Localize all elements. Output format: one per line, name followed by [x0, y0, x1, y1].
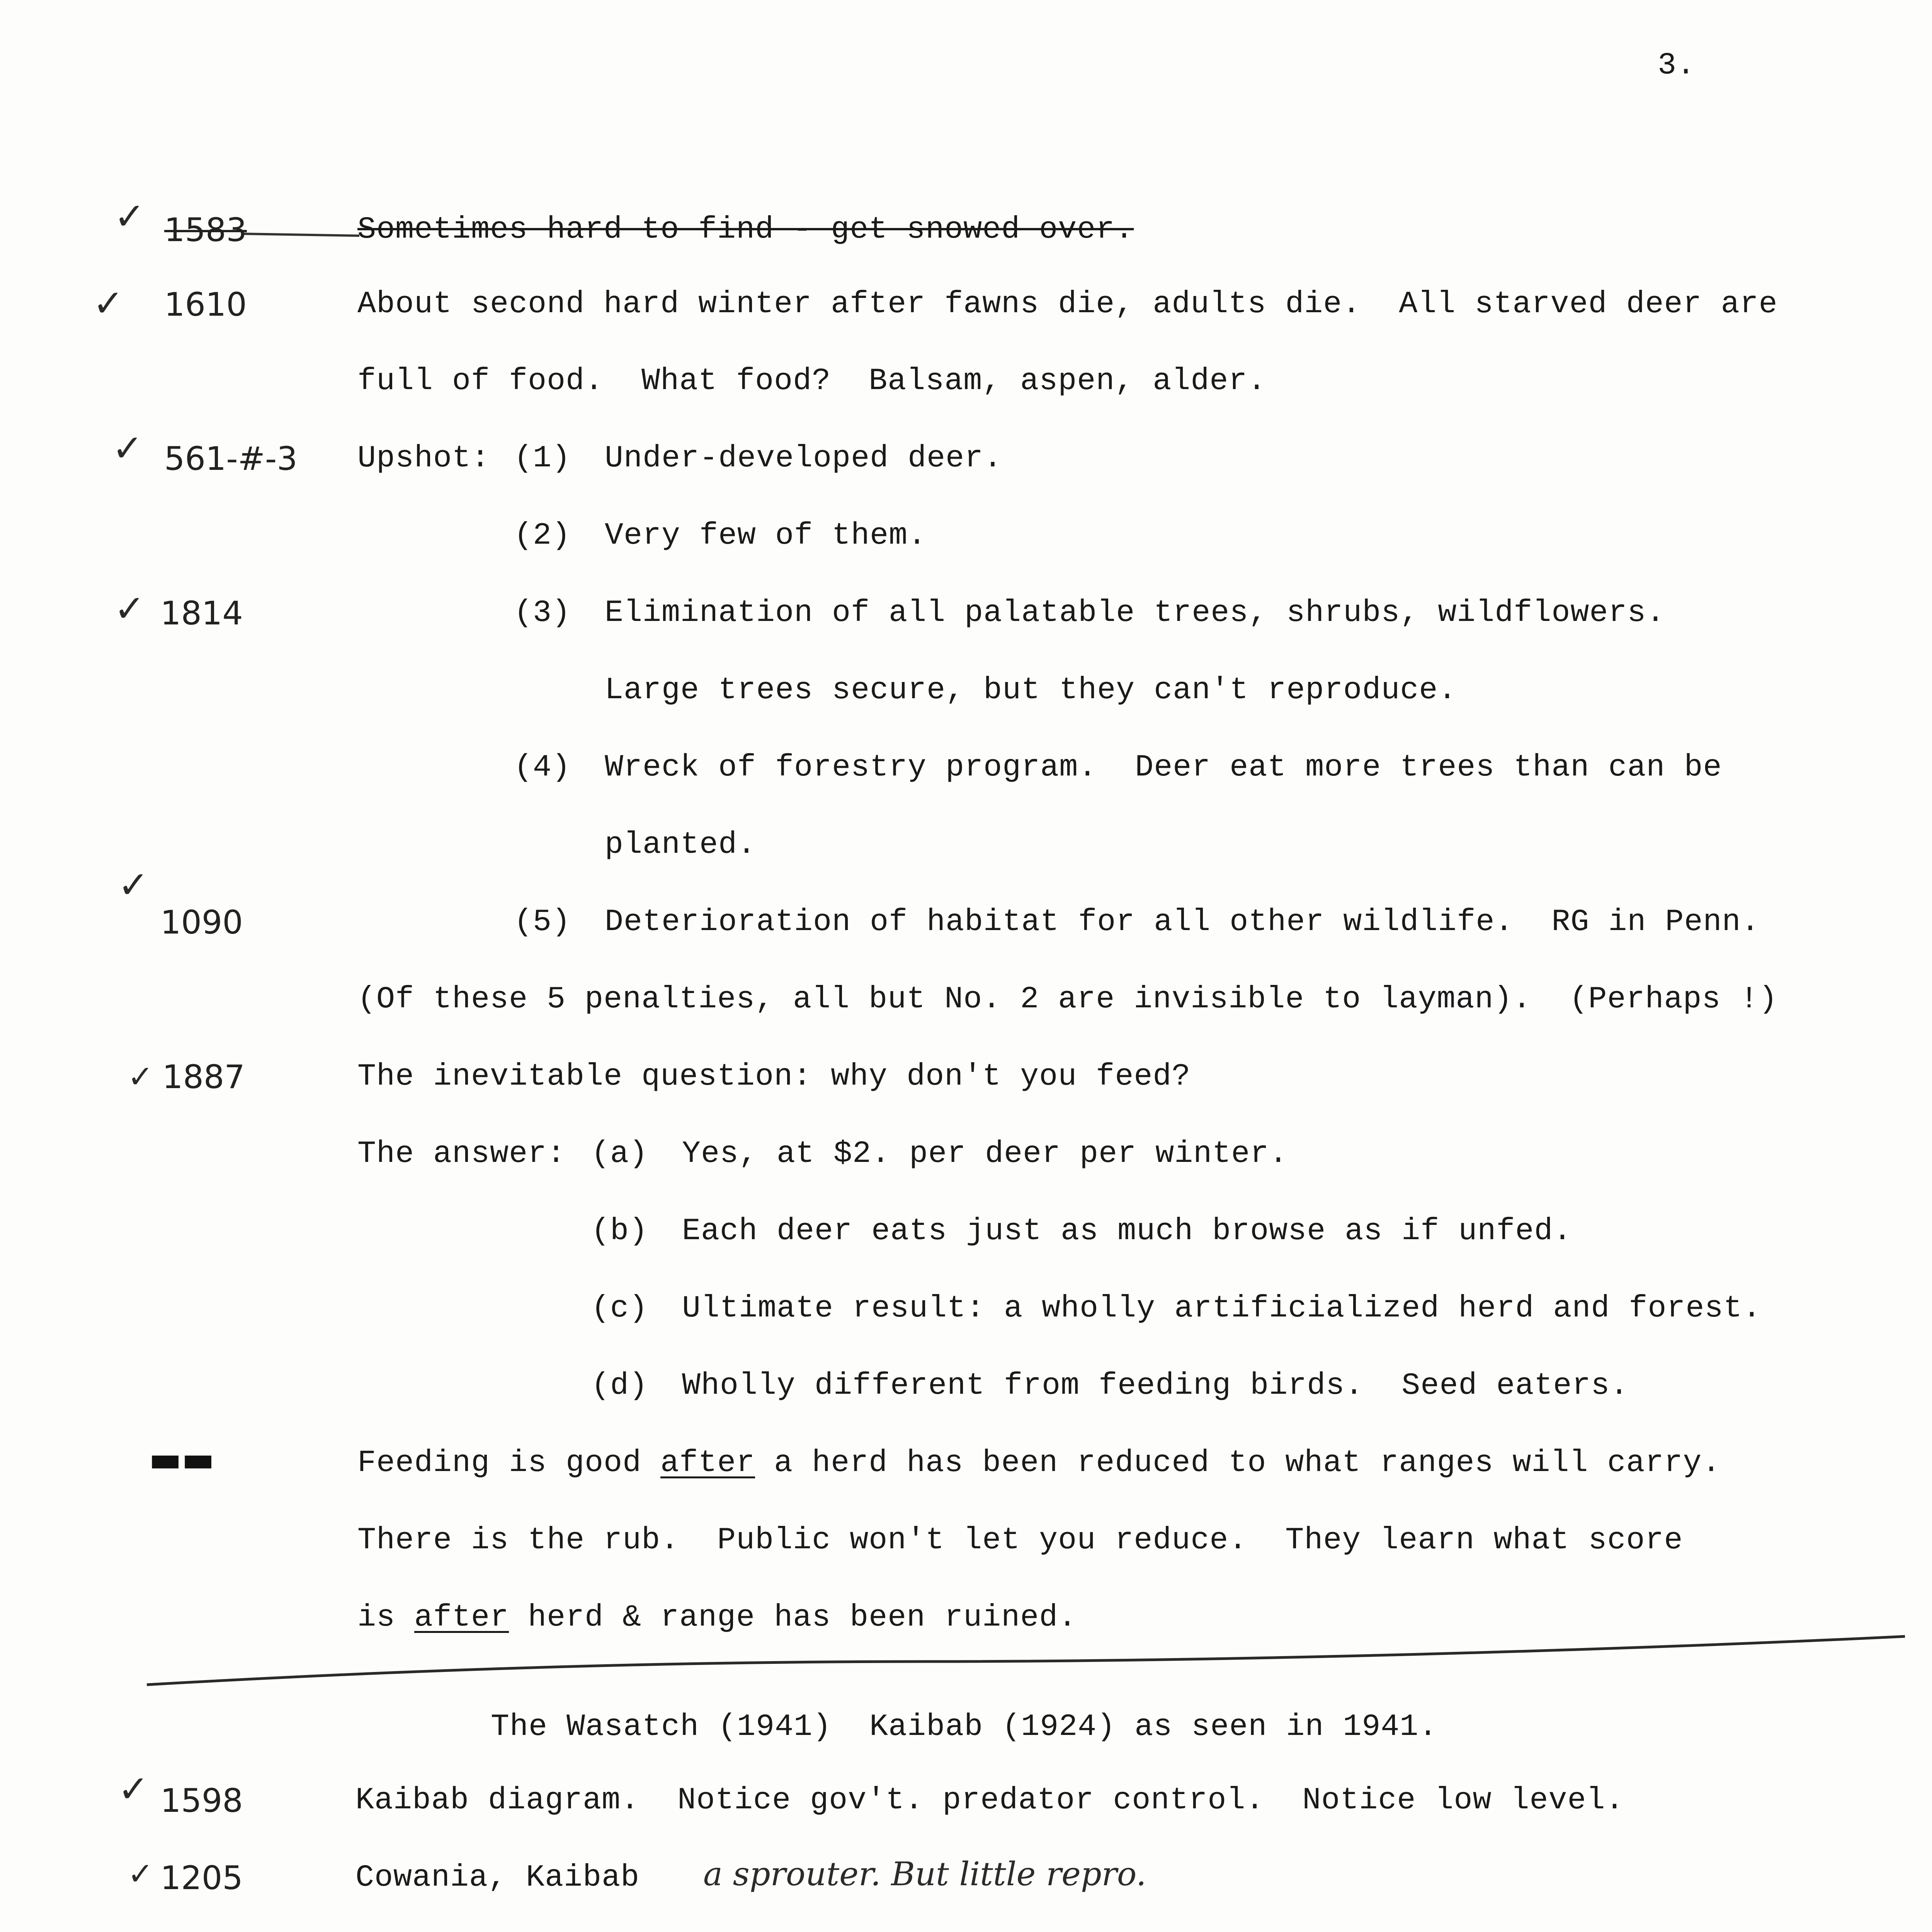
- slide-number: 561-#-3: [164, 440, 298, 478]
- text-line: Feeding is good after a herd has been reduced to what ranges will carry.: [357, 1446, 1721, 1481]
- text-line: Sometimes hard to find - get snowed over.: [357, 212, 1134, 247]
- text-line: Large trees secure, but they can't reproduce.: [605, 673, 1457, 708]
- text-line: Each deer eats just as much browse as if unfed.: [682, 1214, 1572, 1249]
- text-line: Very few of them.: [605, 518, 927, 553]
- text-line: Wreck of forestry program. Deer eat more trees than can be: [605, 750, 1722, 785]
- check-mark-icon: ✓: [118, 1767, 149, 1811]
- label: Upshot:: [357, 441, 490, 476]
- text-line: Elimination of all palatable trees, shrubs, wildflowers.: [605, 595, 1665, 631]
- text-line: Yes, at $2. per deer per winter.: [682, 1136, 1288, 1172]
- check-mark-icon: ✓: [114, 195, 145, 238]
- list-marker: (2): [514, 518, 571, 553]
- list-marker: (a): [591, 1136, 648, 1172]
- section-title: The Wasatch (1941) Kaibab (1924) as seen in 1941.: [491, 1709, 1438, 1745]
- list-marker: (b): [591, 1214, 648, 1249]
- check-mark-icon: ✓: [93, 282, 124, 325]
- text-line: is after herd & range has been ruined.: [357, 1600, 1077, 1635]
- strike-line: [243, 234, 359, 236]
- slide-number: 1814: [160, 594, 243, 632]
- check-mark-icon: ✓: [118, 863, 149, 906]
- text-line: Ultimate result: a wholly artificialized herd and forest.: [682, 1291, 1762, 1326]
- text-line: The inevitable question: why don't you feed?: [357, 1059, 1191, 1094]
- slide-number: 1598: [160, 1782, 243, 1820]
- check-mark-icon: ✓: [114, 587, 145, 630]
- text-line: Under-developed deer.: [605, 441, 1003, 476]
- check-mark-icon: ✓: [128, 1059, 154, 1095]
- list-marker: (4): [514, 750, 571, 785]
- list-marker: (3): [514, 595, 571, 631]
- text-line: Kaibab diagram. Notice gov't. predator control. Notice low level.: [355, 1783, 1624, 1818]
- slide-number: 1583: [164, 211, 247, 249]
- list-marker: (c): [591, 1291, 648, 1326]
- text-line: full of food. What food? Balsam, aspen, alder.: [357, 364, 1267, 399]
- text-line: (Of these 5 penalties, all but No. 2 are invisible to layman). (Perhaps !): [357, 982, 1778, 1017]
- list-marker: (1): [514, 441, 571, 476]
- slide-number: 1205: [160, 1859, 243, 1897]
- page-number: 3.: [1658, 48, 1696, 83]
- divider-line: [147, 1636, 1905, 1685]
- text-line: planted.: [605, 827, 757, 862]
- list-marker: (5): [514, 905, 571, 940]
- text-line: There is the rub. Public won't let you reduce. They learn what score: [357, 1523, 1683, 1558]
- text-line: Wholly different from feeding birds. Seed eaters.: [682, 1368, 1629, 1403]
- scribble-mark: ▬▬: [149, 1439, 215, 1480]
- text-line: About second hard winter after fawns die, adults die. All starved deer are: [357, 287, 1778, 322]
- list-marker: (d): [591, 1368, 648, 1403]
- text-line: Cowania, Kaibab: [355, 1860, 640, 1895]
- check-mark-icon: ✓: [128, 1856, 154, 1892]
- handwritten-note: a sprouter. But little repro.: [703, 1855, 1146, 1893]
- check-mark-icon: ✓: [112, 427, 143, 470]
- slide-number: 1887: [162, 1058, 245, 1096]
- label: The answer:: [357, 1136, 566, 1172]
- text-line: Deterioration of habitat for all other wildlife. RG in Penn.: [605, 905, 1760, 940]
- slide-number: 1090: [160, 903, 243, 941]
- slide-number: 1610: [164, 286, 247, 323]
